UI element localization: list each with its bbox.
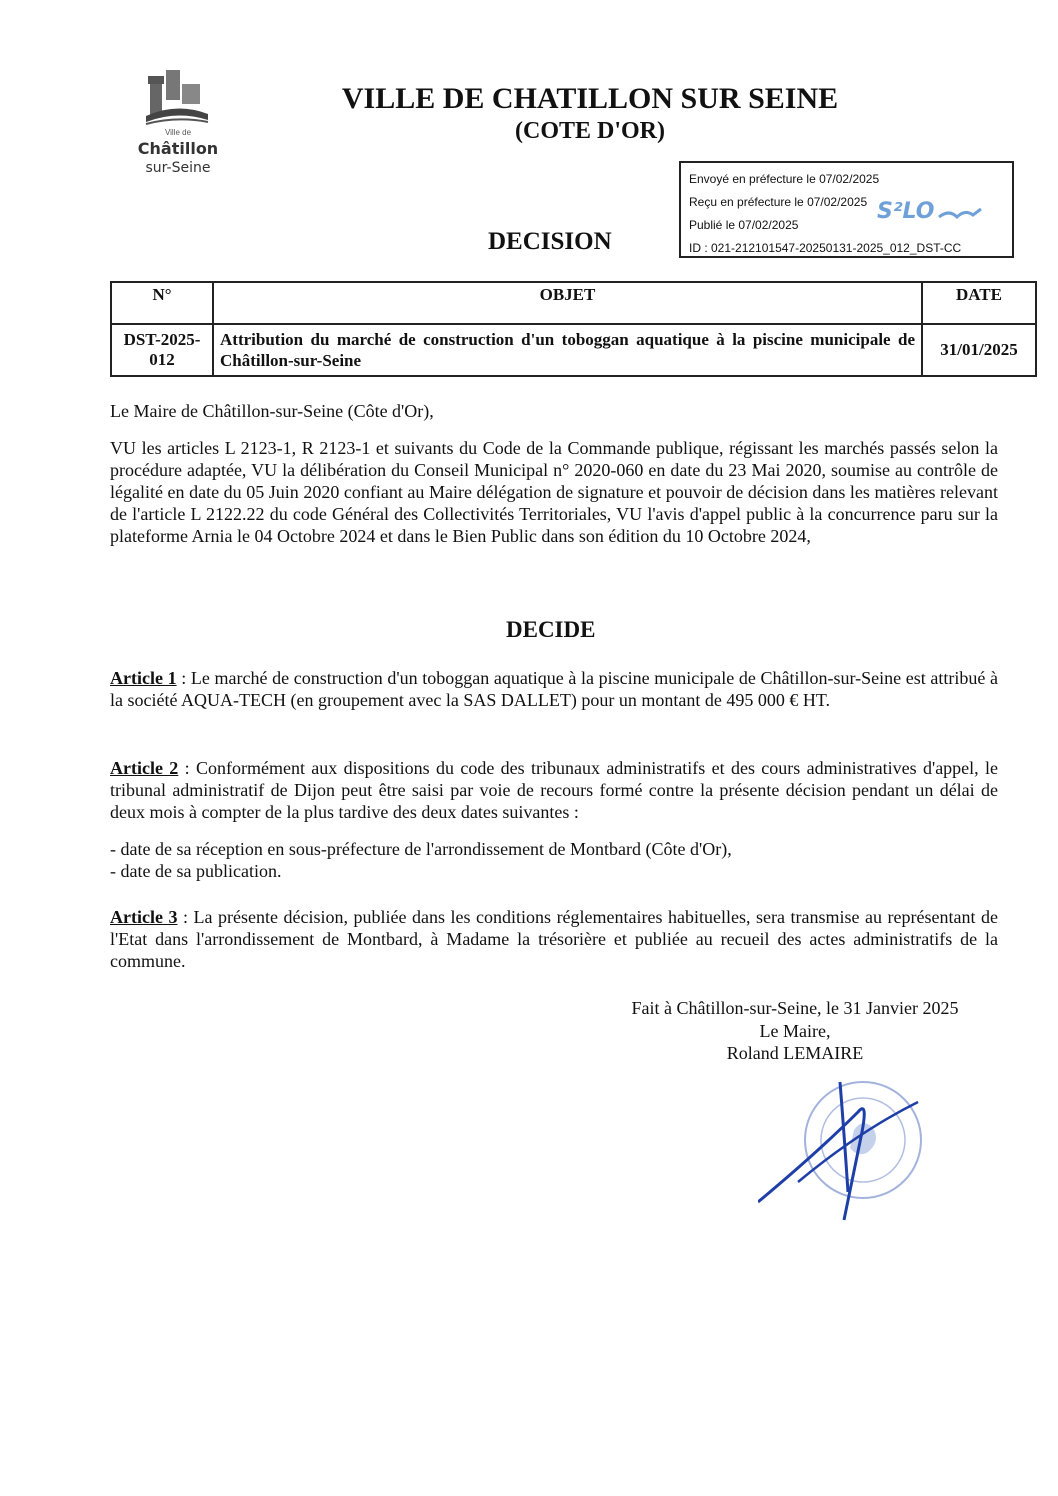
- article-1-label: Article 1: [110, 668, 177, 688]
- article-2: [110, 757, 998, 823]
- list-item: - date de sa réception en sous-préfecture de l'arrondissement de Montbard (Côte d'Or),: [110, 839, 732, 859]
- article-3-text: : La présente décision, publiée dans les conditions réglementaires habituelles, sera transmise au représentant de l'Etat dans l'arrondissement de Montbard, à Madame la trésorière et publiée au recueil des actes administratifs de la commune.: [110, 907, 998, 971]
- article-3: [110, 906, 998, 972]
- article-1-text: : Le marché de construction d'un toboggan aquatique à la piscine municipale de Châtillon-sur-Seine est attribué à la société AQUA-TECH (en groupement avec la SAS DALLET) pour un montant de 495 000 € HT.: [110, 668, 999, 710]
- date-list: [110, 838, 998, 882]
- stamp-published: Publié le 07/02/2025: [689, 218, 799, 232]
- decision-date: 31/01/2025: [922, 324, 1036, 376]
- signature-role: Le Maire,: [759, 1021, 831, 1041]
- slo-mark: S²LO: [877, 199, 935, 224]
- header-date: DATE: [922, 282, 1036, 324]
- stamp-id: ID : 021-212101547-20250131-2025_012_DST-CC: [689, 241, 962, 255]
- city-logo: [126, 62, 230, 180]
- logo-city-name: Châtillon: [137, 139, 219, 158]
- decision-number: DST-2025-012: [111, 324, 213, 376]
- decision-object: Attribution du marché de construction d'un toboggan aquatique à la piscine municipale de Châtillon-sur-Seine: [213, 324, 922, 376]
- considerations-text: VU les articles L 2123-1, R 2123-1 et suivants du Code de la Commande publique, régissant les marchés passés selon la procédure adaptée, VU la délibération du Conseil Municipal n° 2020-060 en date du 23 Mai 2020, soumise au contrôle de légalité en date du 05 Juin 2020 confiant au Maire délégation de signature et pouvoir de décision dans les matières relevant de l'article L 2122.22 du code Général des Collectivités Territoriales, VU l'avis d'appel public à la concurrence paru sur la plateforme Arnia le 04 Octobre 2024 et dans le Bien Public dans son édition du 10 Octobre 2024,: [110, 438, 998, 546]
- list-item: - date de sa publication.: [110, 861, 282, 881]
- slo-swoosh-icon: [937, 205, 983, 223]
- signature-place-date: Fait à Châtillon-sur-Seine, le 31 Janvier 2025: [631, 998, 959, 1018]
- article-1: [110, 667, 998, 711]
- castle-logo-icon: [142, 62, 212, 130]
- page-title: VILLE DE CHATILLON SUR SEINE: [341, 82, 839, 115]
- official-seal: [758, 1072, 938, 1222]
- logo-city-sub: sur-Seine: [145, 160, 211, 176]
- table-header-row: [111, 282, 1036, 324]
- header-number: N°: [111, 282, 213, 324]
- article-2-text: : Conformément aux dispositions du code des tribunaux administratifs et des cours administratives d'appel, le tribunal administratif de Dijon peut être saisi par voie de recours formé contre la présente décision pendant un délai de deux mois à compter de la plus tardive des deux dates suivantes :: [110, 758, 998, 822]
- table-row: [111, 324, 1036, 376]
- seal-signature-icon: [758, 1072, 938, 1222]
- stamp-sent: Envoyé en préfecture le 07/02/2025: [689, 172, 880, 186]
- article-2-label: Article 2: [110, 758, 179, 778]
- prefecture-stamp: [679, 161, 1014, 258]
- decide-heading: DECIDE: [506, 617, 596, 642]
- decision-heading: DECISION: [488, 228, 612, 255]
- page-subtitle: (COTE D'OR): [515, 118, 665, 144]
- signature-name: Roland LEMAIRE: [726, 1043, 864, 1063]
- intro-text: Le Maire de Châtillon-sur-Seine (Côte d'Or),: [110, 401, 434, 421]
- stamp-received: Reçu en préfecture le 07/02/2025: [689, 195, 868, 209]
- logo-small-text: Ville de: [164, 128, 192, 137]
- article-3-label: Article 3: [110, 907, 178, 927]
- header-object: OBJET: [213, 282, 922, 324]
- decision-table: [110, 281, 1037, 377]
